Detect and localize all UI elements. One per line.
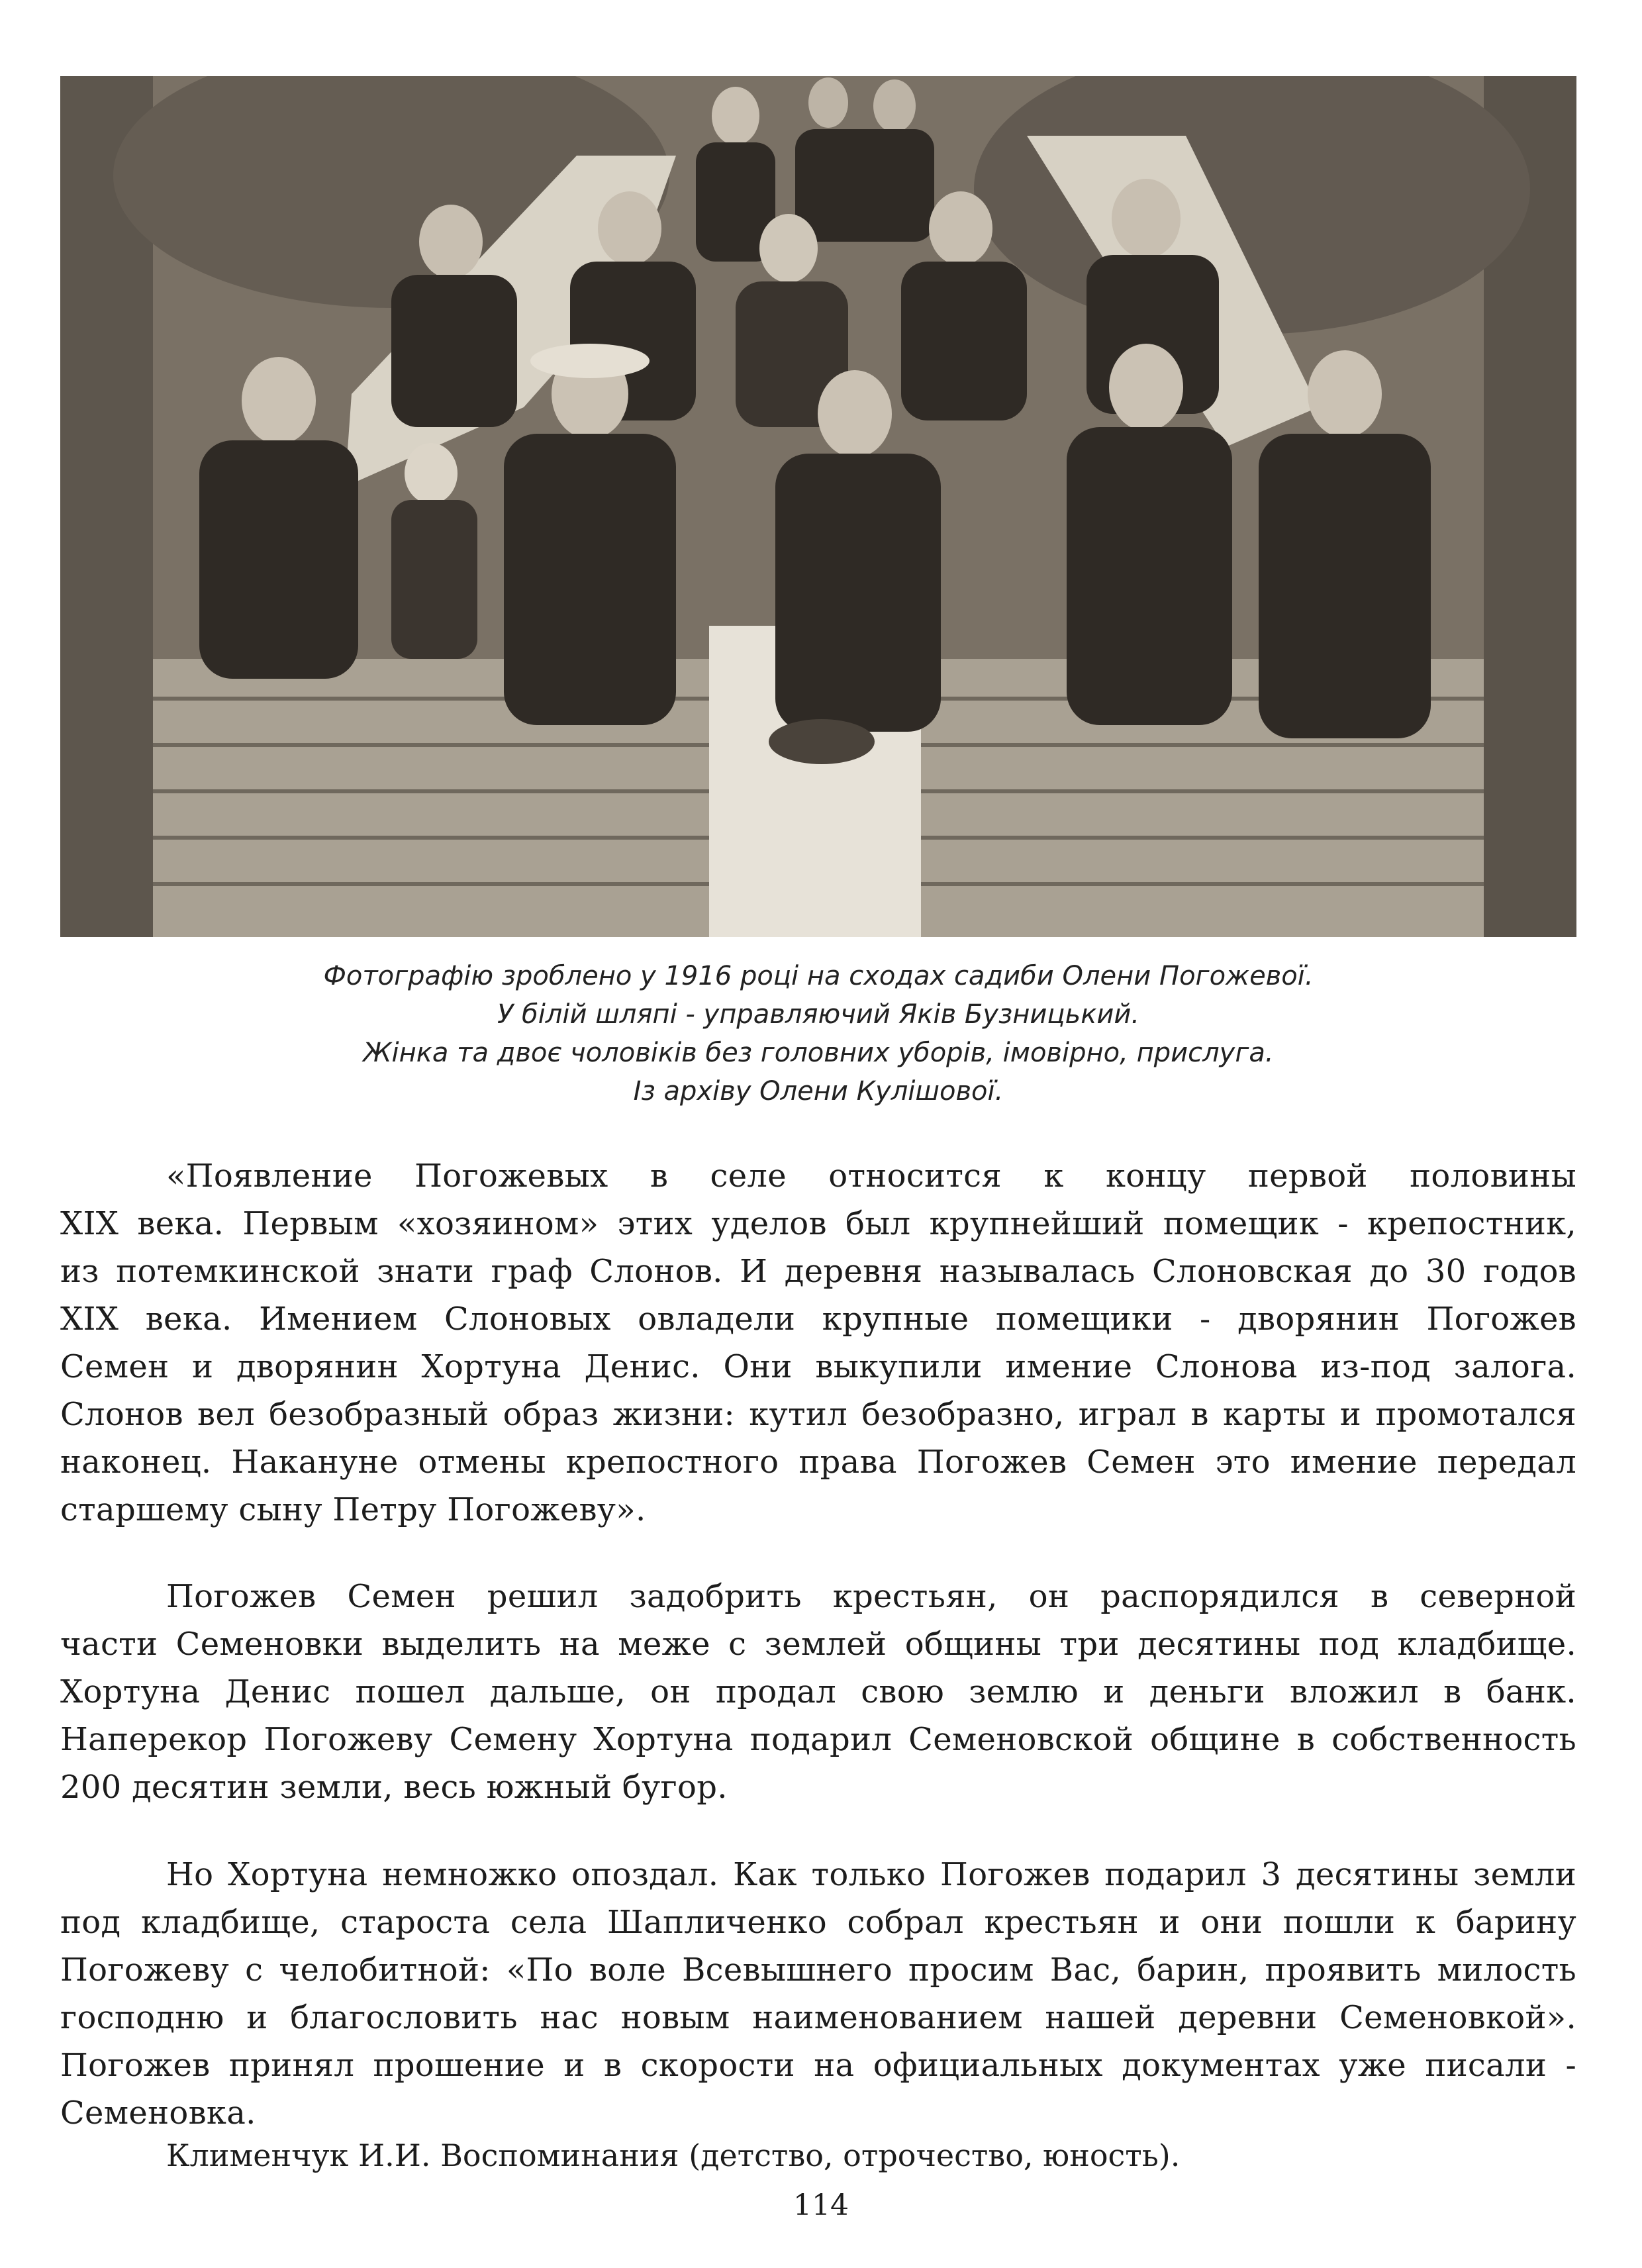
text-line: Но Хортуна немножко опоздал. Как только Погожев подарил 3 десятины земли (166, 1856, 1576, 1893)
text-line: Семеновка. (60, 2095, 256, 2132)
text-line: Погожев Семен решил задобрить крестьян, он распорядился в северной (166, 1578, 1576, 1615)
photo-illustration (60, 76, 1576, 937)
text-line: Наперекор Погожеву Семену Хортуна подарил Семеновской общине в собственность (60, 1721, 1576, 1758)
paragraph-2 (60, 1573, 1576, 1811)
text-line: части Семеновки выделить на меже с землей общины три десятины под кладбище. (60, 1626, 1576, 1663)
text-line: под кладбище, староста села Шапличенко собрал крестьян и они пошли к барину (60, 1904, 1576, 1941)
photo-caption (60, 957, 1576, 1110)
text-line: XIX века. Имением Слоновых овладели крупные помещики - дворянин Погожев (60, 1301, 1576, 1338)
text-line: из потемкинской знати граф Слонов. И деревня называлась Слоновская до 30 годов (60, 1253, 1576, 1290)
caption-line: Фотографію зроблено у 1916 році на сходах садиби Олени Погожевої. (323, 961, 1314, 991)
source-citation: Клименчук И.И. Воспоминания (детство, отрочество, юность). (166, 2138, 1181, 2173)
caption-line: Із архіву Олени Кулішової. (633, 1076, 1004, 1107)
text-line: Семен и дворянин Хортуна Денис. Они выкупили имение Слонова из-под залога. (60, 1348, 1576, 1385)
page-number: 114 (793, 2189, 849, 2222)
text-line: «Появление Погожевых в селе относится к концу первой половины (166, 1158, 1576, 1195)
text-line: Хортуна Денис пошел дальше, он продал свою землю и деньги вложил в банк. (60, 1673, 1576, 1710)
caption-line: Жінка та двоє чоловіків без головних уборів, імовірно, прислуга. (363, 1038, 1274, 1068)
paragraph-3 (60, 1851, 1576, 2137)
text-line: господню и благословить нас новым наименованием нашей деревни Семеновкой». (60, 1999, 1576, 2036)
text-line: 200 десятин земли, весь южный бугор. (60, 1769, 728, 1806)
text-line: XIX века. Первым «хозяином» этих уделов был крупнейший помещик - крепостник, (60, 1205, 1576, 1242)
historical-group-photo (60, 76, 1576, 937)
text-line: Погожеву с челобитной: «По воле Всевышнего просим Вас, барин, проявить милость (60, 1951, 1576, 1989)
text-line: Слонов вел безобразный образ жизни: кутил безобразно, играл в карты и промотался (60, 1396, 1576, 1433)
caption-line: У білій шляпі - управляючий Яків Бузницький. (497, 999, 1140, 1030)
text-line: Погожев принял прошение и в скорости на официальных документах уже писали - (60, 2047, 1576, 2084)
text-line: наконец. Накануне отмены крепостного права Погожев Семен это имение передал (60, 1444, 1576, 1481)
paragraph-1 (60, 1152, 1576, 1534)
text-line: старшему сыну Петру Погожеву». (60, 1491, 646, 1528)
